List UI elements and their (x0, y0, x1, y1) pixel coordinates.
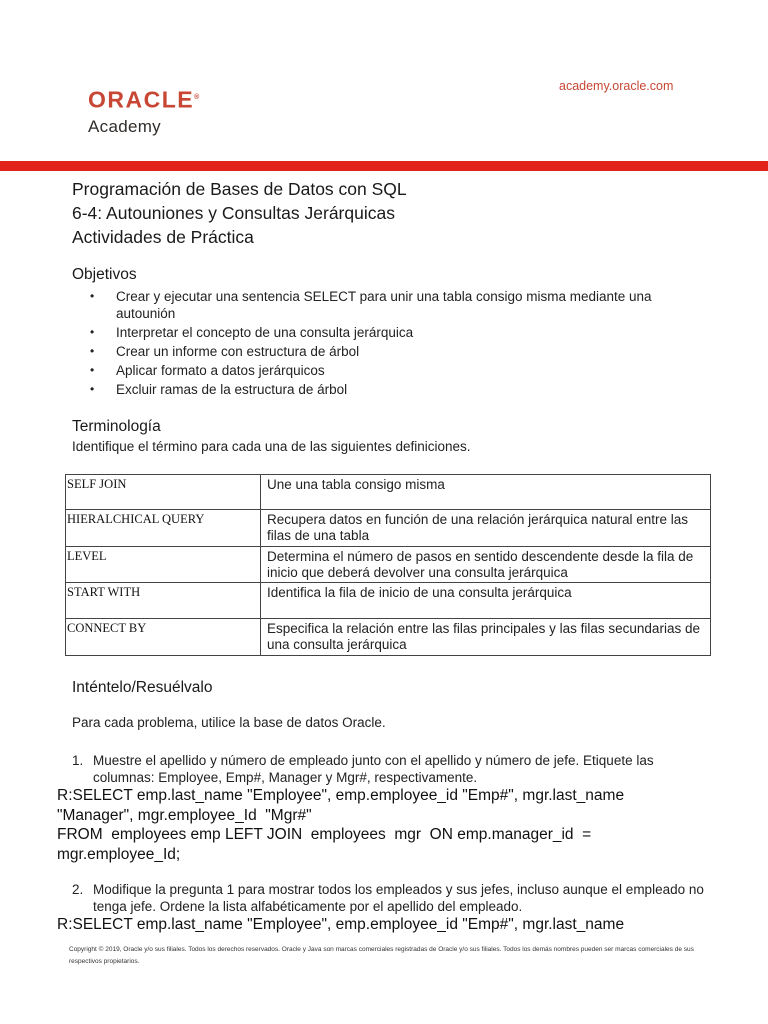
registered-mark: ® (194, 94, 200, 101)
question-text: Modifique la pregunta 1 para mostrar todos los empleados y sus jefes, incluso aunque el empleado no tenga jefe. Ordene la lista alfabéticamente por el apellido del empleado. (93, 882, 704, 914)
term-cell: LEVEL (66, 547, 261, 583)
objective-item: • Aplicar formato a datos jerárquicos (72, 362, 712, 379)
definition-cell: Recupera datos en función de una relación jerárquica natural entre las filas de una tabla (261, 510, 711, 547)
definition-cell: Une una tabla consigo misma (261, 475, 711, 510)
objectives-heading: Objetivos (72, 266, 137, 283)
term-cell: START WITH (66, 583, 261, 619)
definition-cell: Determina el número de pasos en sentido descendente desde la fila de inicio que deberá devolver una consulta jerárquica (261, 547, 711, 583)
course-title: Programación de Bases de Datos con SQL (72, 179, 407, 199)
logo-brand-text: ORACLE (88, 86, 195, 113)
question-text: Muestre el apellido y número de empleado junto con el apellido y número de jefe. Etiquete las columnas: Employee, Emp#, Manager y Mgr#, respectivamente. (93, 753, 654, 785)
question-number: 1. (72, 753, 84, 768)
terminology-heading: Terminología (72, 418, 161, 435)
question-2 (72, 881, 712, 915)
lesson-title: 6-4: Autouniones y Consultas Jerárquicas (72, 203, 395, 223)
term-cell: CONNECT BY (66, 619, 261, 656)
practice-heading: Inténtelo/Resuélvalo (72, 679, 213, 696)
oracle-academy-logo (88, 86, 199, 138)
activity-title: Actividades de Práctica (72, 227, 254, 247)
definition-cell: Especifica la relación entre las filas principales y las filas secundarias de una consulta jerárquica (261, 619, 711, 656)
copyright-footer: Copyright © 2019, Oracle y/o sus filiales. Todos los derechos reservados. Oracle y Java son marcas comerciales registradas de Oracle y/o sus filiales. Todos los demás nombres pueden ser marcas comerciales de sus respectivos propietarios. (69, 946, 694, 965)
document-titles (72, 177, 407, 249)
header-divider-bar (0, 161, 768, 171)
answer-2: R:SELECT emp.last_name "Employee", emp.employee_id "Emp#", mgr.last_name (57, 916, 625, 933)
terminology-table (65, 474, 711, 656)
terminology-instruction: Identifique el término para cada una de las siguientes definiciones. (72, 439, 471, 454)
definition-cell: Identifica la fila de inicio de una consulta jerárquica (261, 583, 711, 619)
objective-item: • Crear y ejecutar una sentencia SELECT para unir una tabla consigo misma mediante una autounión (72, 288, 712, 322)
objectives-list (72, 288, 712, 400)
site-url-link[interactable]: academy.oracle.com (559, 79, 674, 93)
question-number: 2. (72, 882, 84, 897)
table-row (66, 475, 711, 510)
logo-brand (88, 86, 199, 112)
term-cell: SELF JOIN (66, 475, 261, 510)
table-row (66, 547, 711, 583)
term-cell: HIERALCHICAL QUERY (66, 510, 261, 547)
table-row (66, 510, 711, 547)
table-row (66, 619, 711, 656)
practice-intro: Para cada problema, utilice la base de datos Oracle. (72, 715, 386, 730)
objective-item: • Excluir ramas de la estructura de árbol (72, 381, 712, 398)
objective-item: • Interpretar el concepto de una consulta jerárquica (72, 324, 712, 341)
objective-item: • Crear un informe con estructura de árbol (72, 343, 712, 360)
table-row (66, 583, 711, 619)
logo-academy: Academy (88, 116, 161, 136)
question-1 (72, 752, 712, 786)
answer-1: R:SELECT emp.last_name "Employee", emp.employee_id "Emp#", mgr.last_name "Manager", mgr.employee_Id "Mgr#" FROM employees emp LEFT JOIN employees mgr ON emp.manager_id = mgr.employee_Id; (57, 787, 625, 863)
